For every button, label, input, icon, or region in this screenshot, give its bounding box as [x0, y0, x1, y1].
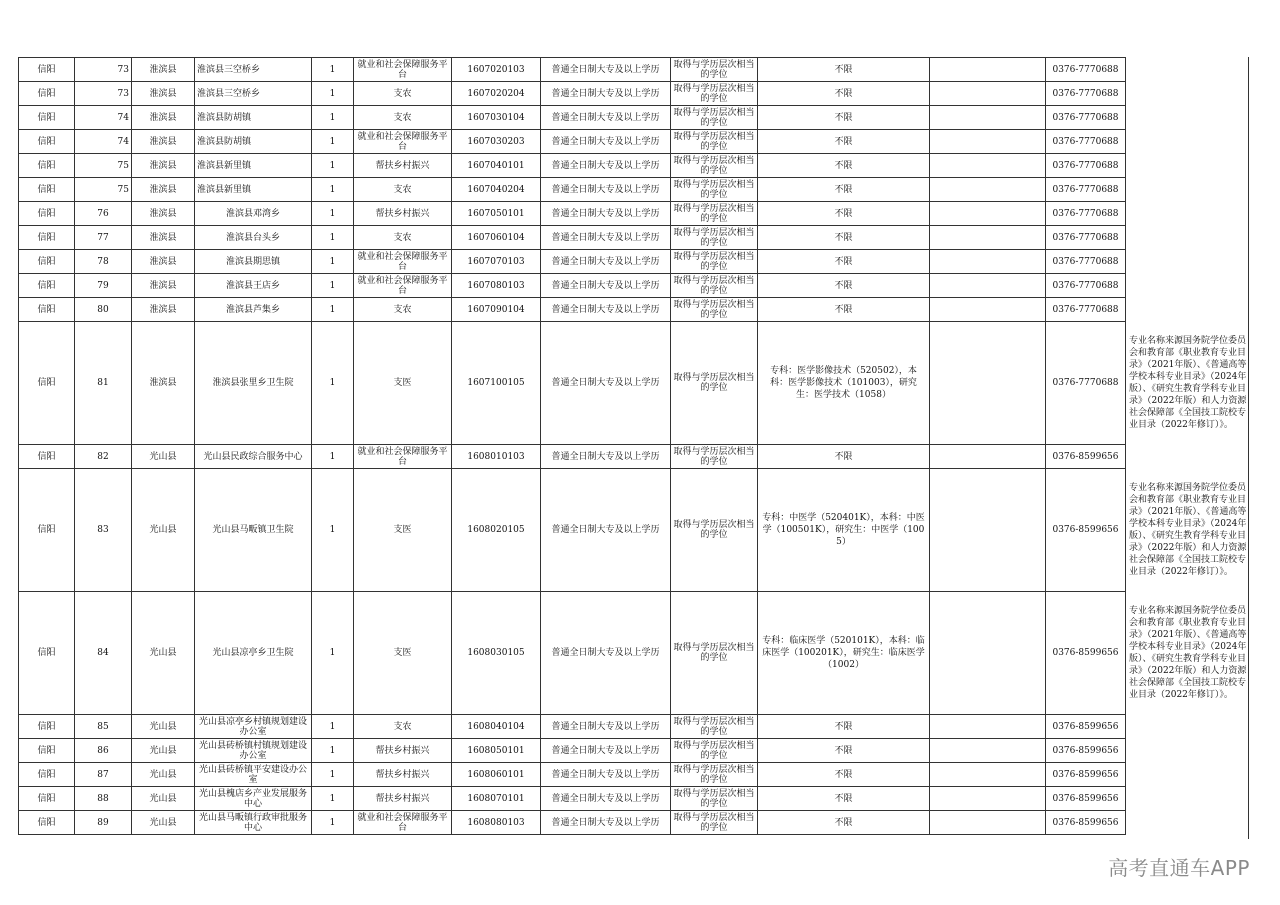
cell-city: 信阳 — [19, 811, 75, 835]
cell-city: 信阳 — [19, 787, 75, 811]
cell-phone: 0376-7770688 — [1046, 106, 1126, 130]
cell-edu: 普通全日制大专及以上学历 — [541, 739, 671, 763]
cell-major: 不限 — [758, 715, 930, 739]
cell-unit: 淮滨县新里镇 — [195, 154, 312, 178]
cell-county: 淮滨县 — [132, 226, 195, 250]
cell-note — [1126, 82, 1248, 106]
table-body — [19, 58, 1248, 835]
table-row — [19, 202, 1248, 226]
cell-other — [930, 250, 1046, 274]
cell-unit: 淮滨县芦集乡 — [195, 298, 312, 322]
cell-note — [1126, 106, 1248, 130]
cell-other — [930, 787, 1046, 811]
cell-post: 支农 — [354, 298, 452, 322]
cell-city: 信阳 — [19, 178, 75, 202]
cell-city: 信阳 — [19, 274, 75, 298]
cell-no: 77 — [75, 226, 132, 250]
cell-code: 1608050101 — [452, 739, 541, 763]
cell-count: 1 — [312, 106, 354, 130]
cell-count: 1 — [312, 130, 354, 154]
table-row — [19, 322, 1248, 445]
cell-count: 1 — [312, 226, 354, 250]
cell-unit: 光山县砖桥镇平安建设办公室 — [195, 763, 312, 787]
cell-edu: 普通全日制大专及以上学历 — [541, 469, 671, 592]
cell-degree: 取得与学历层次相当的学位 — [671, 58, 758, 82]
cell-code: 1607040101 — [452, 154, 541, 178]
cell-no: 78 — [75, 250, 132, 274]
table-row — [19, 226, 1248, 250]
cell-county: 淮滨县 — [132, 58, 195, 82]
cell-phone: 0376-7770688 — [1046, 154, 1126, 178]
cell-major: 不限 — [758, 82, 930, 106]
table-row — [19, 763, 1248, 787]
cell-code: 1607030203 — [452, 130, 541, 154]
cell-phone: 0376-8599656 — [1046, 739, 1126, 763]
cell-phone: 0376-8599656 — [1046, 811, 1126, 835]
cell-degree: 取得与学历层次相当的学位 — [671, 715, 758, 739]
cell-major: 不限 — [758, 811, 930, 835]
cell-edu: 普通全日制大专及以上学历 — [541, 322, 671, 445]
cell-edu: 普通全日制大专及以上学历 — [541, 202, 671, 226]
cell-code: 1607100105 — [452, 322, 541, 445]
cell-no: 74 — [75, 130, 132, 154]
cell-count: 1 — [312, 202, 354, 226]
cell-other — [930, 178, 1046, 202]
cell-county: 光山县 — [132, 739, 195, 763]
cell-post: 支农 — [354, 226, 452, 250]
cell-note — [1126, 298, 1248, 322]
cell-unit: 淮滨县防胡镇 — [195, 130, 312, 154]
cell-code: 1607090104 — [452, 298, 541, 322]
cell-county: 淮滨县 — [132, 322, 195, 445]
cell-degree: 取得与学历层次相当的学位 — [671, 592, 758, 715]
cell-post: 就业和社会保障服务平台 — [354, 250, 452, 274]
cell-major: 不限 — [758, 130, 930, 154]
cell-other — [930, 82, 1046, 106]
cell-unit: 光山县凉亭乡卫生院 — [195, 592, 312, 715]
cell-edu: 普通全日制大专及以上学历 — [541, 763, 671, 787]
cell-count: 1 — [312, 739, 354, 763]
cell-note — [1126, 739, 1248, 763]
cell-county: 光山县 — [132, 787, 195, 811]
cell-post: 支医 — [354, 469, 452, 592]
cell-degree: 取得与学历层次相当的学位 — [671, 106, 758, 130]
cell-count: 1 — [312, 592, 354, 715]
cell-phone: 0376-8599656 — [1046, 469, 1126, 592]
cell-note: 专业名称来源国务院学位委员会和教育部《职业教育专业目录》（2021年版）、《普通高等学校本科专业目录》（2024年版）、《研究生教育学科专业目录》（2022年版）和人力资源社会保障部《全国技工院校专业目录（2022年修订）》。 — [1129, 483, 1247, 577]
cell-degree: 取得与学历层次相当的学位 — [671, 322, 758, 445]
cell-phone: 0376-8599656 — [1046, 445, 1126, 469]
cell-other — [930, 298, 1046, 322]
cell-city: 信阳 — [19, 445, 75, 469]
cell-edu: 普通全日制大专及以上学历 — [541, 592, 671, 715]
cell-code: 1608080103 — [452, 811, 541, 835]
table-row — [19, 715, 1248, 739]
cell-phone: 0376-7770688 — [1046, 58, 1126, 82]
cell-degree: 取得与学历层次相当的学位 — [671, 298, 758, 322]
cell-no: 81 — [75, 322, 132, 445]
cell-count: 1 — [312, 274, 354, 298]
cell-other — [930, 469, 1046, 592]
cell-city: 信阳 — [19, 739, 75, 763]
cell-post: 帮扶乡村振兴 — [354, 154, 452, 178]
cell-count: 1 — [312, 322, 354, 445]
cell-county: 淮滨县 — [132, 202, 195, 226]
cell-unit: 淮滨县王店乡 — [195, 274, 312, 298]
cell-no: 86 — [75, 739, 132, 763]
cell-unit: 光山县马畈镇行政审批服务中心 — [195, 811, 312, 835]
table-row — [19, 739, 1248, 763]
cell-code: 1608060101 — [452, 763, 541, 787]
cell-note — [1126, 763, 1248, 787]
cell-note — [1126, 130, 1248, 154]
positions-table — [18, 57, 1248, 835]
cell-note — [1126, 787, 1248, 811]
cell-county: 淮滨县 — [132, 178, 195, 202]
cell-note — [1126, 274, 1248, 298]
cell-edu: 普通全日制大专及以上学历 — [541, 274, 671, 298]
cell-county: 光山县 — [132, 811, 195, 835]
cell-county: 淮滨县 — [132, 154, 195, 178]
cell-post: 就业和社会保障服务平台 — [354, 130, 452, 154]
cell-post: 帮扶乡村振兴 — [354, 763, 452, 787]
cell-post: 支农 — [354, 106, 452, 130]
cell-other — [930, 715, 1046, 739]
cell-city: 信阳 — [19, 58, 75, 82]
cell-other — [930, 202, 1046, 226]
cell-note — [1126, 58, 1248, 82]
cell-unit: 光山县砖桥镇村镇规划建设办公室 — [195, 739, 312, 763]
cell-major: 不限 — [758, 226, 930, 250]
cell-city: 信阳 — [19, 592, 75, 715]
right-border-line — [1248, 57, 1249, 839]
cell-unit: 光山县民政综合服务中心 — [195, 445, 312, 469]
cell-degree: 取得与学历层次相当的学位 — [671, 469, 758, 592]
cell-degree: 取得与学历层次相当的学位 — [671, 763, 758, 787]
cell-no: 74 — [75, 106, 132, 130]
cell-other — [930, 58, 1046, 82]
cell-code: 1608030105 — [452, 592, 541, 715]
cell-edu: 普通全日制大专及以上学历 — [541, 58, 671, 82]
cell-code: 1608040104 — [452, 715, 541, 739]
table-row — [19, 106, 1248, 130]
cell-edu: 普通全日制大专及以上学历 — [541, 106, 671, 130]
cell-other — [930, 274, 1046, 298]
cell-no: 83 — [75, 469, 132, 592]
cell-other — [930, 226, 1046, 250]
cell-major: 不限 — [758, 106, 930, 130]
cell-no: 82 — [75, 445, 132, 469]
cell-other — [930, 763, 1046, 787]
cell-major: 不限 — [758, 154, 930, 178]
cell-degree: 取得与学历层次相当的学位 — [671, 154, 758, 178]
cell-count: 1 — [312, 178, 354, 202]
cell-county: 光山县 — [132, 592, 195, 715]
cell-major: 不限 — [758, 787, 930, 811]
cell-note — [1126, 154, 1248, 178]
cell-county: 淮滨县 — [132, 298, 195, 322]
cell-post: 就业和社会保障服务平台 — [354, 811, 452, 835]
cell-major: 不限 — [758, 250, 930, 274]
cell-post: 就业和社会保障服务平台 — [354, 274, 452, 298]
cell-count: 1 — [312, 469, 354, 592]
table-row — [19, 445, 1248, 469]
cell-edu: 普通全日制大专及以上学历 — [541, 154, 671, 178]
cell-degree: 取得与学历层次相当的学位 — [671, 274, 758, 298]
cell-unit: 淮滨县新里镇 — [195, 178, 312, 202]
cell-count: 1 — [312, 445, 354, 469]
table-row — [19, 58, 1248, 82]
cell-other — [930, 106, 1046, 130]
cell-no: 73 — [75, 58, 132, 82]
cell-code: 1607080103 — [452, 274, 541, 298]
cell-edu: 普通全日制大专及以上学历 — [541, 130, 671, 154]
cell-phone: 0376-7770688 — [1046, 298, 1126, 322]
cell-county: 淮滨县 — [132, 106, 195, 130]
cell-degree: 取得与学历层次相当的学位 — [671, 739, 758, 763]
cell-no: 88 — [75, 787, 132, 811]
cell-phone: 0376-7770688 — [1046, 250, 1126, 274]
table-row — [19, 130, 1248, 154]
cell-note — [1126, 226, 1248, 250]
cell-city: 信阳 — [19, 763, 75, 787]
cell-other — [930, 739, 1046, 763]
cell-city: 信阳 — [19, 130, 75, 154]
cell-count: 1 — [312, 154, 354, 178]
cell-phone: 0376-8599656 — [1046, 787, 1126, 811]
cell-unit: 淮滨县三空桥乡 — [195, 58, 312, 82]
cell-edu: 普通全日制大专及以上学历 — [541, 82, 671, 106]
cell-no: 80 — [75, 298, 132, 322]
cell-edu: 普通全日制大专及以上学历 — [541, 715, 671, 739]
cell-county: 淮滨县 — [132, 274, 195, 298]
cell-county: 光山县 — [132, 763, 195, 787]
cell-county: 光山县 — [132, 469, 195, 592]
table-row — [19, 154, 1248, 178]
cell-other — [930, 322, 1046, 445]
cell-no: 75 — [75, 178, 132, 202]
cell-city: 信阳 — [19, 715, 75, 739]
cell-post: 支医 — [354, 592, 452, 715]
cell-count: 1 — [312, 763, 354, 787]
cell-degree: 取得与学历层次相当的学位 — [671, 82, 758, 106]
cell-unit: 淮滨县张里乡卫生院 — [195, 322, 312, 445]
cell-note — [1126, 178, 1248, 202]
cell-note — [1126, 250, 1248, 274]
cell-county: 淮滨县 — [132, 130, 195, 154]
cell-city: 信阳 — [19, 226, 75, 250]
cell-unit: 淮滨县期思镇 — [195, 250, 312, 274]
cell-degree: 取得与学历层次相当的学位 — [671, 178, 758, 202]
cell-other — [930, 445, 1046, 469]
cell-edu: 普通全日制大专及以上学历 — [541, 298, 671, 322]
cell-county: 淮滨县 — [132, 250, 195, 274]
cell-city: 信阳 — [19, 469, 75, 592]
cell-unit: 光山县槐店乡产业发展服务中心 — [195, 787, 312, 811]
cell-phone: 0376-8599656 — [1046, 763, 1126, 787]
cell-code: 1607020103 — [452, 58, 541, 82]
table-row — [19, 592, 1248, 715]
cell-code: 1608010103 — [452, 445, 541, 469]
cell-count: 1 — [312, 298, 354, 322]
cell-county: 光山县 — [132, 715, 195, 739]
cell-no: 89 — [75, 811, 132, 835]
table-row — [19, 82, 1248, 106]
cell-unit: 淮滨县邓湾乡 — [195, 202, 312, 226]
table-row — [19, 811, 1248, 835]
cell-unit: 光山县马畈镇卫生院 — [195, 469, 312, 592]
cell-edu: 普通全日制大专及以上学历 — [541, 226, 671, 250]
cell-county: 淮滨县 — [132, 82, 195, 106]
cell-code: 1608020105 — [452, 469, 541, 592]
cell-unit: 淮滨县台头乡 — [195, 226, 312, 250]
cell-major: 专科：中医学（520401K），本科：中医学（100501K），研究生：中医学（1005） — [758, 469, 930, 592]
cell-code: 1607070103 — [452, 250, 541, 274]
cell-edu: 普通全日制大专及以上学历 — [541, 811, 671, 835]
cell-post: 支农 — [354, 715, 452, 739]
cell-degree: 取得与学历层次相当的学位 — [671, 811, 758, 835]
cell-no: 73 — [75, 82, 132, 106]
cell-count: 1 — [312, 82, 354, 106]
cell-post: 支医 — [354, 322, 452, 445]
cell-phone: 0376-7770688 — [1046, 202, 1126, 226]
cell-edu: 普通全日制大专及以上学历 — [541, 178, 671, 202]
cell-phone: 0376-7770688 — [1046, 226, 1126, 250]
cell-major: 不限 — [758, 274, 930, 298]
cell-major: 不限 — [758, 58, 930, 82]
cell-major: 不限 — [758, 763, 930, 787]
cell-degree: 取得与学历层次相当的学位 — [671, 202, 758, 226]
cell-city: 信阳 — [19, 202, 75, 226]
cell-no: 84 — [75, 592, 132, 715]
cell-degree: 取得与学历层次相当的学位 — [671, 130, 758, 154]
cell-edu: 普通全日制大专及以上学历 — [541, 250, 671, 274]
cell-code: 1607030104 — [452, 106, 541, 130]
cell-major: 不限 — [758, 739, 930, 763]
cell-no: 76 — [75, 202, 132, 226]
cell-degree: 取得与学历层次相当的学位 — [671, 250, 758, 274]
cell-unit: 淮滨县三空桥乡 — [195, 82, 312, 106]
cell-post: 支农 — [354, 82, 452, 106]
table-row — [19, 787, 1248, 811]
watermark: 高考直通车APP — [1108, 856, 1250, 880]
cell-major: 不限 — [758, 178, 930, 202]
cell-city: 信阳 — [19, 298, 75, 322]
cell-city: 信阳 — [19, 250, 75, 274]
cell-no: 75 — [75, 154, 132, 178]
cell-post: 就业和社会保障服务平台 — [354, 445, 452, 469]
cell-phone: 0376-8599656 — [1046, 592, 1126, 715]
cell-major: 不限 — [758, 298, 930, 322]
cell-city: 信阳 — [19, 106, 75, 130]
cell-note — [1126, 811, 1248, 835]
cell-major: 专科：临床医学（520101K），本科：临床医学（100201K），研究生：临床医学（1002） — [758, 592, 930, 715]
cell-count: 1 — [312, 811, 354, 835]
cell-city: 信阳 — [19, 82, 75, 106]
cell-major: 不限 — [758, 445, 930, 469]
cell-note: 专业名称来源国务院学位委员会和教育部《职业教育专业目录》（2021年版）、《普通高等学校本科专业目录》（2024年版）、《研究生教育学科专业目录》（2022年版）和人力资源社会保障部《全国技工院校专业目录（2022年修订）》。 — [1129, 336, 1247, 430]
cell-edu: 普通全日制大专及以上学历 — [541, 787, 671, 811]
cell-degree: 取得与学历层次相当的学位 — [671, 226, 758, 250]
cell-code: 1607050101 — [452, 202, 541, 226]
cell-no: 87 — [75, 763, 132, 787]
cell-note — [1126, 202, 1248, 226]
cell-degree: 取得与学历层次相当的学位 — [671, 787, 758, 811]
cell-post: 就业和社会保障服务平台 — [354, 58, 452, 82]
table-row — [19, 178, 1248, 202]
table-row — [19, 274, 1248, 298]
cell-major: 不限 — [758, 202, 930, 226]
cell-phone: 0376-7770688 — [1046, 130, 1126, 154]
cell-other — [930, 130, 1046, 154]
cell-post: 支农 — [354, 178, 452, 202]
cell-major: 专科：医学影像技术（520502），本科：医学影像技术（101003），研究生：医学技术（1058） — [758, 322, 930, 445]
cell-phone: 0376-7770688 — [1046, 322, 1126, 445]
cell-phone: 0376-7770688 — [1046, 178, 1126, 202]
cell-other — [930, 154, 1046, 178]
cell-phone: 0376-7770688 — [1046, 82, 1126, 106]
cell-no: 79 — [75, 274, 132, 298]
cell-count: 1 — [312, 58, 354, 82]
cell-unit: 光山县凉亭乡村镇规划建设办公室 — [195, 715, 312, 739]
cell-note — [1126, 715, 1248, 739]
cell-code: 1607060104 — [452, 226, 541, 250]
cell-no: 85 — [75, 715, 132, 739]
cell-other — [930, 811, 1046, 835]
cell-count: 1 — [312, 250, 354, 274]
cell-phone: 0376-7770688 — [1046, 274, 1126, 298]
cell-count: 1 — [312, 787, 354, 811]
cell-other — [930, 592, 1046, 715]
table-row — [19, 469, 1248, 592]
cell-edu: 普通全日制大专及以上学历 — [541, 445, 671, 469]
cell-code: 1608070101 — [452, 787, 541, 811]
cell-post: 帮扶乡村振兴 — [354, 787, 452, 811]
table-row — [19, 298, 1248, 322]
cell-code: 1607040204 — [452, 178, 541, 202]
cell-post: 帮扶乡村振兴 — [354, 739, 452, 763]
cell-phone: 0376-8599656 — [1046, 715, 1126, 739]
cell-post: 帮扶乡村振兴 — [354, 202, 452, 226]
cell-city: 信阳 — [19, 154, 75, 178]
cell-city: 信阳 — [19, 322, 75, 445]
cell-county: 光山县 — [132, 445, 195, 469]
cell-unit: 淮滨县防胡镇 — [195, 106, 312, 130]
cell-note: 专业名称来源国务院学位委员会和教育部《职业教育专业目录》（2021年版）、《普通高等学校本科专业目录》（2024年版）、《研究生教育学科专业目录》（2022年版）和人力资源社会保障部《全国技工院校专业目录（2022年修订）》。 — [1129, 606, 1247, 700]
cell-note — [1126, 445, 1248, 469]
cell-code: 1607020204 — [452, 82, 541, 106]
table-row — [19, 250, 1248, 274]
cell-count: 1 — [312, 715, 354, 739]
cell-degree: 取得与学历层次相当的学位 — [671, 445, 758, 469]
